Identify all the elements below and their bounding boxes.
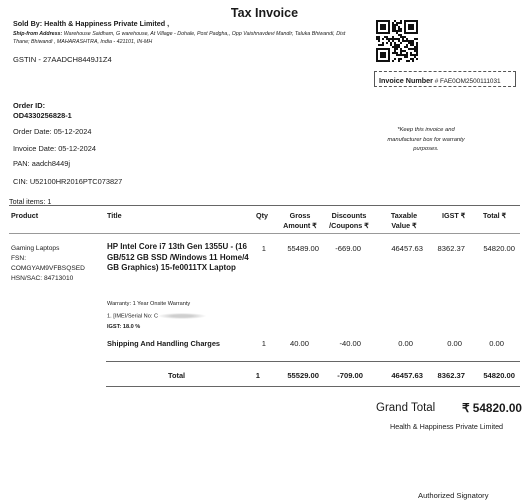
shipping-qty: 1 — [261, 339, 266, 348]
header-igst: IGST ₹ — [442, 211, 466, 220]
item-gross: 55489.00 — [287, 244, 319, 253]
product-info: Gaming Laptops FSN: COMGYAM9VFBSQSED HSN/SAC: 84713010 — [11, 245, 85, 282]
invoice-number-box — [374, 71, 516, 87]
header-gross-amount: Gross Amount ₹ — [283, 211, 317, 230]
authorized-signatory: Authorized Signatory — [418, 491, 489, 500]
item-imei-text: 1. [IMEI/Serial No: C — [107, 313, 158, 320]
totals-igst: 8362.37 — [437, 371, 465, 380]
item-imei — [107, 313, 206, 319]
order-date: Order Date: 05-12-2024 — [13, 127, 92, 136]
totals-discounts: -709.00 — [337, 371, 363, 380]
ship-from-address — [13, 30, 363, 47]
ship-from-text: Warehouse Saidham, G warehouse, At Village - Dohale, Post Padgha,, Opp Vaishnavdevi Mandir, Taluka Bhiwandi, Dist Thane; Bhiwandi , MAHARASHTRA, India - 421101, IN-MH — [13, 31, 346, 46]
shipping-gross: 40.00 — [289, 339, 309, 348]
item-title: HP Intel Core i7 13th Gen 1355U - (16 GB/512 GB SSD /Windows 11 Home/4 GB Graphics) 15-fe0011TX Laptop — [107, 242, 249, 273]
invoice-number-label: Invoice Number — [379, 76, 433, 85]
item-igst-rate: IGST: 18.0 % — [107, 324, 141, 330]
item-warranty-text: Warranty: 1 Year Onsite Warranty — [107, 301, 191, 307]
header-title: Title — [107, 211, 122, 220]
redacted-serial — [158, 313, 206, 319]
shipping-total: 0.00 — [489, 339, 504, 348]
shipping-label: Shipping And Handling Charges — [107, 339, 221, 348]
invoice-title: Tax Invoice — [230, 6, 299, 20]
header-qty: Qty — [256, 211, 268, 220]
cin-number: CIN: U52100HR2016PTC073827 — [13, 177, 123, 186]
order-id: OD4330256828-1 — [13, 111, 72, 120]
ship-from-label: Ship-from Address: — [13, 31, 63, 37]
totals-bottom-divider — [106, 386, 520, 387]
shipping-discounts: -40.00 — [339, 339, 361, 348]
item-warranty — [107, 301, 190, 307]
grand-total-value: ₹ 54820.00 — [462, 401, 522, 415]
totals-total: 54820.00 — [483, 371, 515, 380]
item-qty: 1 — [261, 244, 266, 253]
item-discounts: -669.00 — [335, 244, 361, 253]
totals-label: Total — [168, 371, 186, 380]
totals-qty: 1 — [255, 371, 260, 380]
totals-gross: 55529.00 — [287, 371, 319, 380]
item-total: 54820.00 — [483, 244, 515, 253]
totals-top-divider — [106, 361, 520, 362]
total-items: Total items: 1 — [9, 197, 52, 206]
header-product: Product — [11, 211, 39, 220]
grand-total-label: Grand Total — [376, 402, 436, 414]
order-id-label: Order ID: — [13, 101, 46, 110]
header-discounts: Discounts /Coupons ₹ — [329, 211, 369, 230]
item-igst: 8362.37 — [437, 244, 465, 253]
header-total: Total ₹ — [483, 211, 507, 220]
sold-by: Sold By: Health & Happiness Private Limited , — [13, 19, 170, 28]
pan-number: PAN: aadch8449j — [13, 159, 70, 168]
table-top-divider — [9, 205, 520, 206]
invoice-date: Invoice Date: 05-12-2024 — [13, 144, 96, 153]
qr-code-icon — [376, 20, 418, 62]
item-taxable: 46457.63 — [391, 244, 423, 253]
invoice-number: # FAE0OM2500111031 — [434, 78, 501, 85]
header-taxable-value: Taxable Value ₹ — [390, 211, 418, 230]
table-header-divider — [9, 233, 520, 234]
seller-name: Health & Happiness Private Limited — [390, 422, 504, 431]
shipping-taxable: 0.00 — [398, 339, 413, 348]
shipping-igst: 0.00 — [447, 339, 462, 348]
warranty-note: *Keep this invoice and manufacturer box for warranty purposes. — [387, 127, 465, 153]
gstin: GSTIN - 27AADCH8449J1Z4 — [13, 55, 112, 64]
totals-taxable: 46457.63 — [391, 371, 423, 380]
